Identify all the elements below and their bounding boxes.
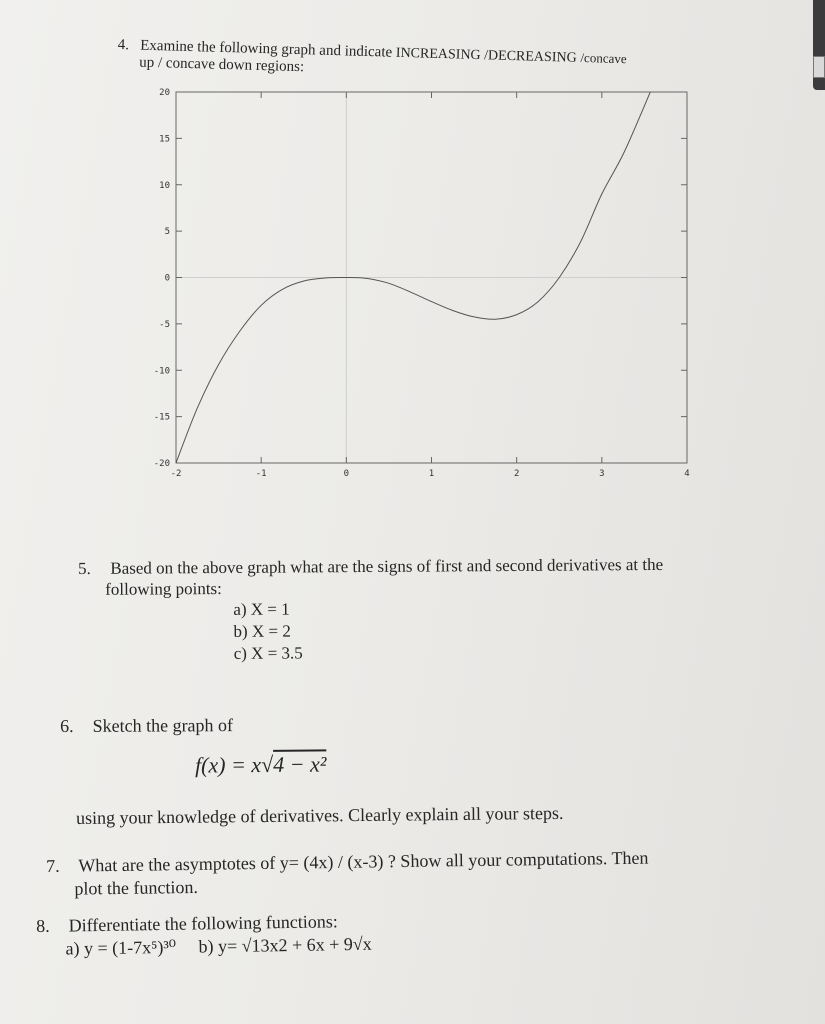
y-tick-label: -5 [159,319,170,330]
y-tick-label: 15 [159,134,170,145]
x-tick-label: -2 [170,469,182,479]
y-tick-label: 20 [159,88,170,98]
x-tick-label: 3 [599,469,605,479]
question-6-number: 6. [60,715,74,736]
question-5-line2: following points: [105,578,222,599]
x-tick-label: 2 [513,469,520,479]
question-5-line1: Based on the above graph what are the signs of first and second derivatives at the [110,554,664,578]
question-5-option-c: c) X = 3.5 [233,643,303,663]
y-tick-label: -20 [153,459,170,469]
question-7-line1: What are the asymptotes of y= (4x) / (x-3) ? Show all your computations. Then [78,847,649,876]
question-4-caps: INCREASING /DECREASING [395,45,577,66]
x-tick-label: 0 [343,469,350,479]
question-6 [60,715,233,737]
question-8-line1: Differentiate the following functions: [68,911,338,936]
y-tick-label: 0 [164,273,170,284]
x-tick-label: 1 [428,469,435,479]
question-4-number: 4. [117,36,130,54]
formula-lhs: f(x) = x [194,751,262,778]
question-7 [46,847,649,901]
y-tick-label: 10 [159,180,170,191]
question-8-part-a: a) y = (1-7x⁵)³⁰ [65,936,177,959]
formula-fx [195,751,327,778]
question-8 [36,910,372,961]
sqrt-symbol: √ [261,751,274,777]
question-4-text: Examine the following graph and indicate [140,37,393,61]
y-tick-label: 5 [164,227,170,238]
question-5-option-b: b) X = 2 [233,621,291,641]
y-tick-label: -15 [153,412,170,423]
question-8-part-b: b) y= √13x2 + 6x + 9√x [198,933,372,957]
question-5-option-a: a) X = 1 [233,599,290,619]
question-7-line2: plot the function. [74,876,199,899]
question-8-number: 8. [36,915,50,936]
y-tick-label: -10 [153,366,170,377]
question-6-text: Sketch the graph of [92,715,234,736]
question-5 [78,554,664,666]
series-line-fx [176,55,666,463]
x-tick-label: -1 [255,469,267,479]
question-5-number: 5. [78,558,91,578]
question-7-number: 7. [46,855,60,876]
question-4-tail: /concave [580,49,627,67]
question-6-instructions: using your knowledge of derivatives. Clearly explain all your steps. [76,802,564,828]
question-4-line2: up / concave down regions: [139,54,305,76]
x-tick-label: 4 [684,469,690,479]
formula-root: 4 − x² [273,751,327,777]
